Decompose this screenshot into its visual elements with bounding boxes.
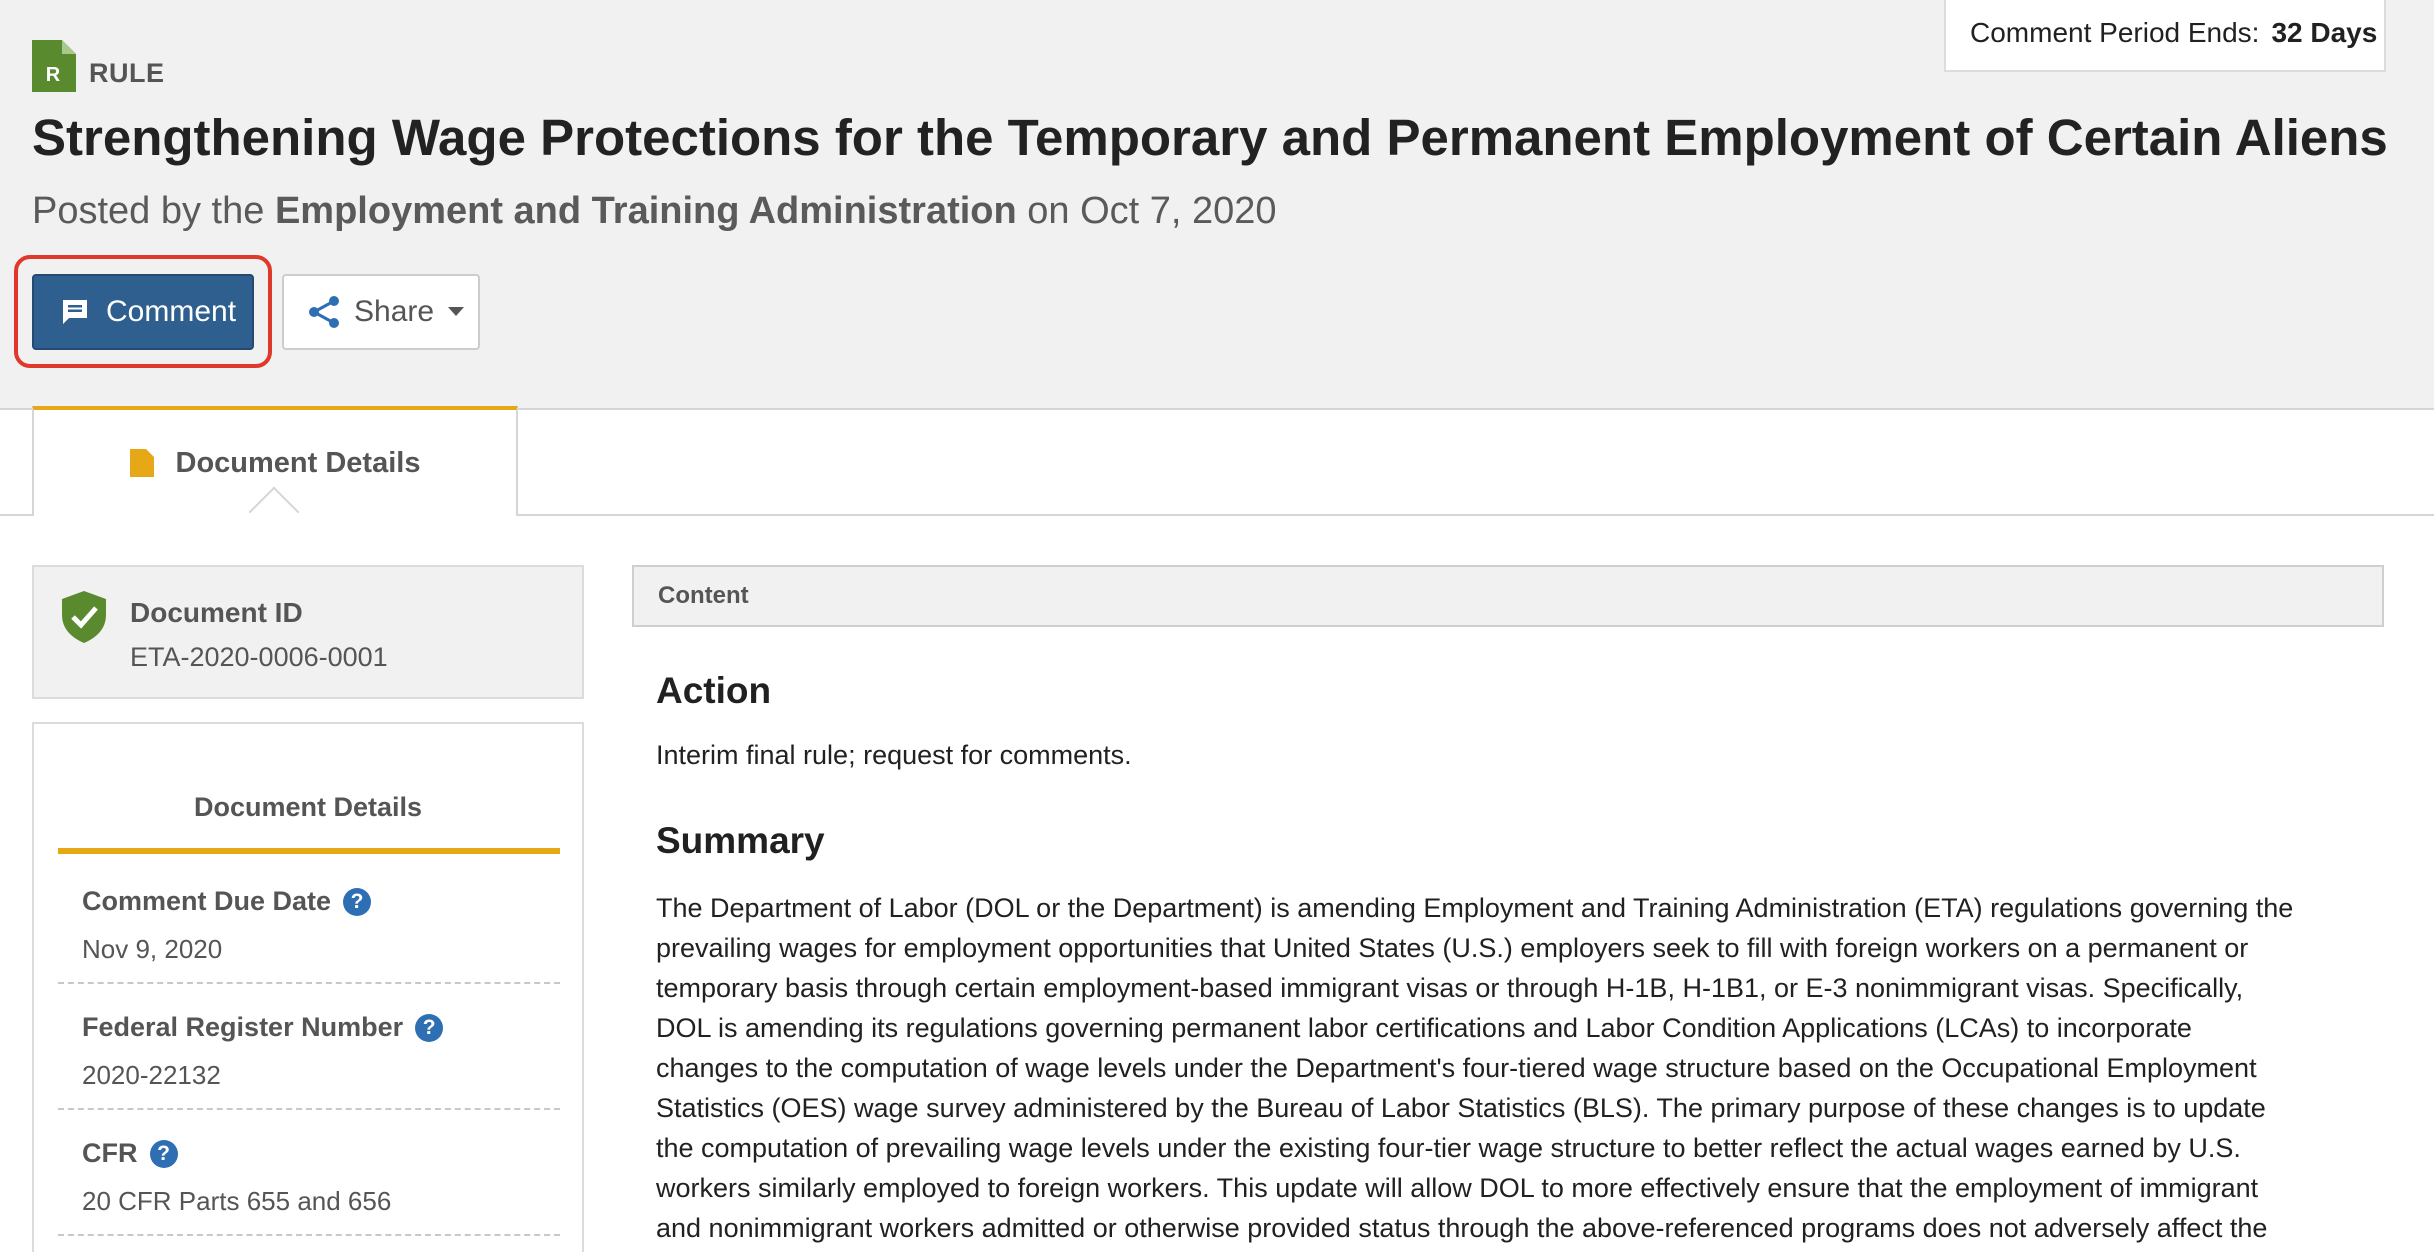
document-id-label: Document ID (130, 597, 303, 628)
help-icon[interactable]: ? (415, 1014, 443, 1042)
detail-label: CFR (82, 1138, 138, 1168)
comment-button[interactable] (32, 274, 254, 350)
help-icon[interactable]: ? (150, 1140, 178, 1168)
content-header: Content (632, 565, 2384, 627)
summary-line: changes to the computation of wage levels under the Department's four-tiered wage structure based on the Occupational Employment (656, 1053, 2257, 1083)
posted-prefix: Posted by the (32, 190, 265, 232)
summary-heading: Summary (656, 820, 825, 861)
share-button-label: Share (354, 295, 435, 328)
detail-comment-due-date (58, 858, 560, 984)
comment-period-box (1944, 0, 2386, 72)
document-details-card (32, 722, 584, 1252)
comment-icon (60, 297, 90, 327)
comment-period-label: Comment Period Ends: (1970, 17, 2260, 48)
posted-by-line (32, 190, 1277, 233)
detail-federal-register-number (58, 984, 560, 1110)
summary-line: Statistics (OES) wage survey administered by the Bureau of Labor Statistics (BLS). The primary purpose of these changes is to update (656, 1093, 2266, 1123)
summary-line: temporary basis through certain employment-based immigrant visas or through H-1B, H-1B1, or E-3 nonimmigrant visas. Specifically, (656, 973, 2244, 1003)
summary-line: The Department of Labor (DOL or the Department) is amending Employment and Training Administration (ETA) regulations governing the (656, 893, 2294, 923)
share-icon (308, 295, 340, 329)
summary-text (656, 888, 2388, 1248)
agency-name: Employment and Training Administration (274, 190, 1017, 232)
tab-label: Document Details (175, 446, 421, 479)
document-id-value: ETA-2020-0006-0001 (130, 642, 388, 672)
document-id-card (32, 565, 584, 699)
detail-value: 20 CFR Parts 655 and 656 (82, 1186, 392, 1216)
summary-line: and nonimmigrant workers admitted or otherwise provided status through the above-referenced programs does not adversely affect the (656, 1213, 2268, 1243)
detail-cfr (58, 1110, 560, 1236)
detail-value: 2020-22132 (82, 1060, 221, 1090)
rule-icon-letter: R (45, 64, 61, 86)
share-button[interactable] (282, 274, 480, 350)
detail-label: Federal Register Number (82, 1012, 404, 1042)
posted-date: on Oct 7, 2020 (1027, 190, 1277, 232)
chevron-down-icon (448, 307, 464, 317)
summary-line: prevailing wages for employment opportunities that United States (U.S.) employers seek to fill with foreign workers on a permanent or (656, 933, 2249, 963)
summary-line: workers similarly employed to foreign workers. This update will allow DOL to more effectively ensure that the employment of immigrant (656, 1173, 2259, 1203)
help-icon[interactable]: ? (343, 888, 371, 916)
action-text: Interim final rule; request for comments. (656, 740, 1132, 770)
detail-value: Nov 9, 2020 (82, 934, 223, 964)
document-type-label: RULE (89, 58, 165, 88)
details-heading-underline (58, 848, 560, 854)
rule-document-icon (32, 40, 76, 92)
page-title: Strengthening Wage Protections for the Temporary and Permanent Employment of Certain Aliens (32, 109, 2388, 166)
action-heading: Action (656, 670, 772, 711)
summary-line: DOL is amending its regulations governing permanent labor certifications and Labor Condition Applications (LCAs) to incorporate (656, 1013, 2192, 1043)
comment-period-value: 32 Days (2271, 17, 2378, 48)
comment-button-label: Comment (106, 295, 237, 328)
details-heading: Document Details (193, 792, 423, 822)
document-icon (130, 449, 154, 477)
summary-line: the computation of prevailing wage levels under the existing four-tier wage structure to better reflect the actual wages earned by U.S. (656, 1133, 2241, 1163)
detail-label: Comment Due Date (82, 886, 332, 916)
verified-shield-icon (62, 591, 106, 643)
